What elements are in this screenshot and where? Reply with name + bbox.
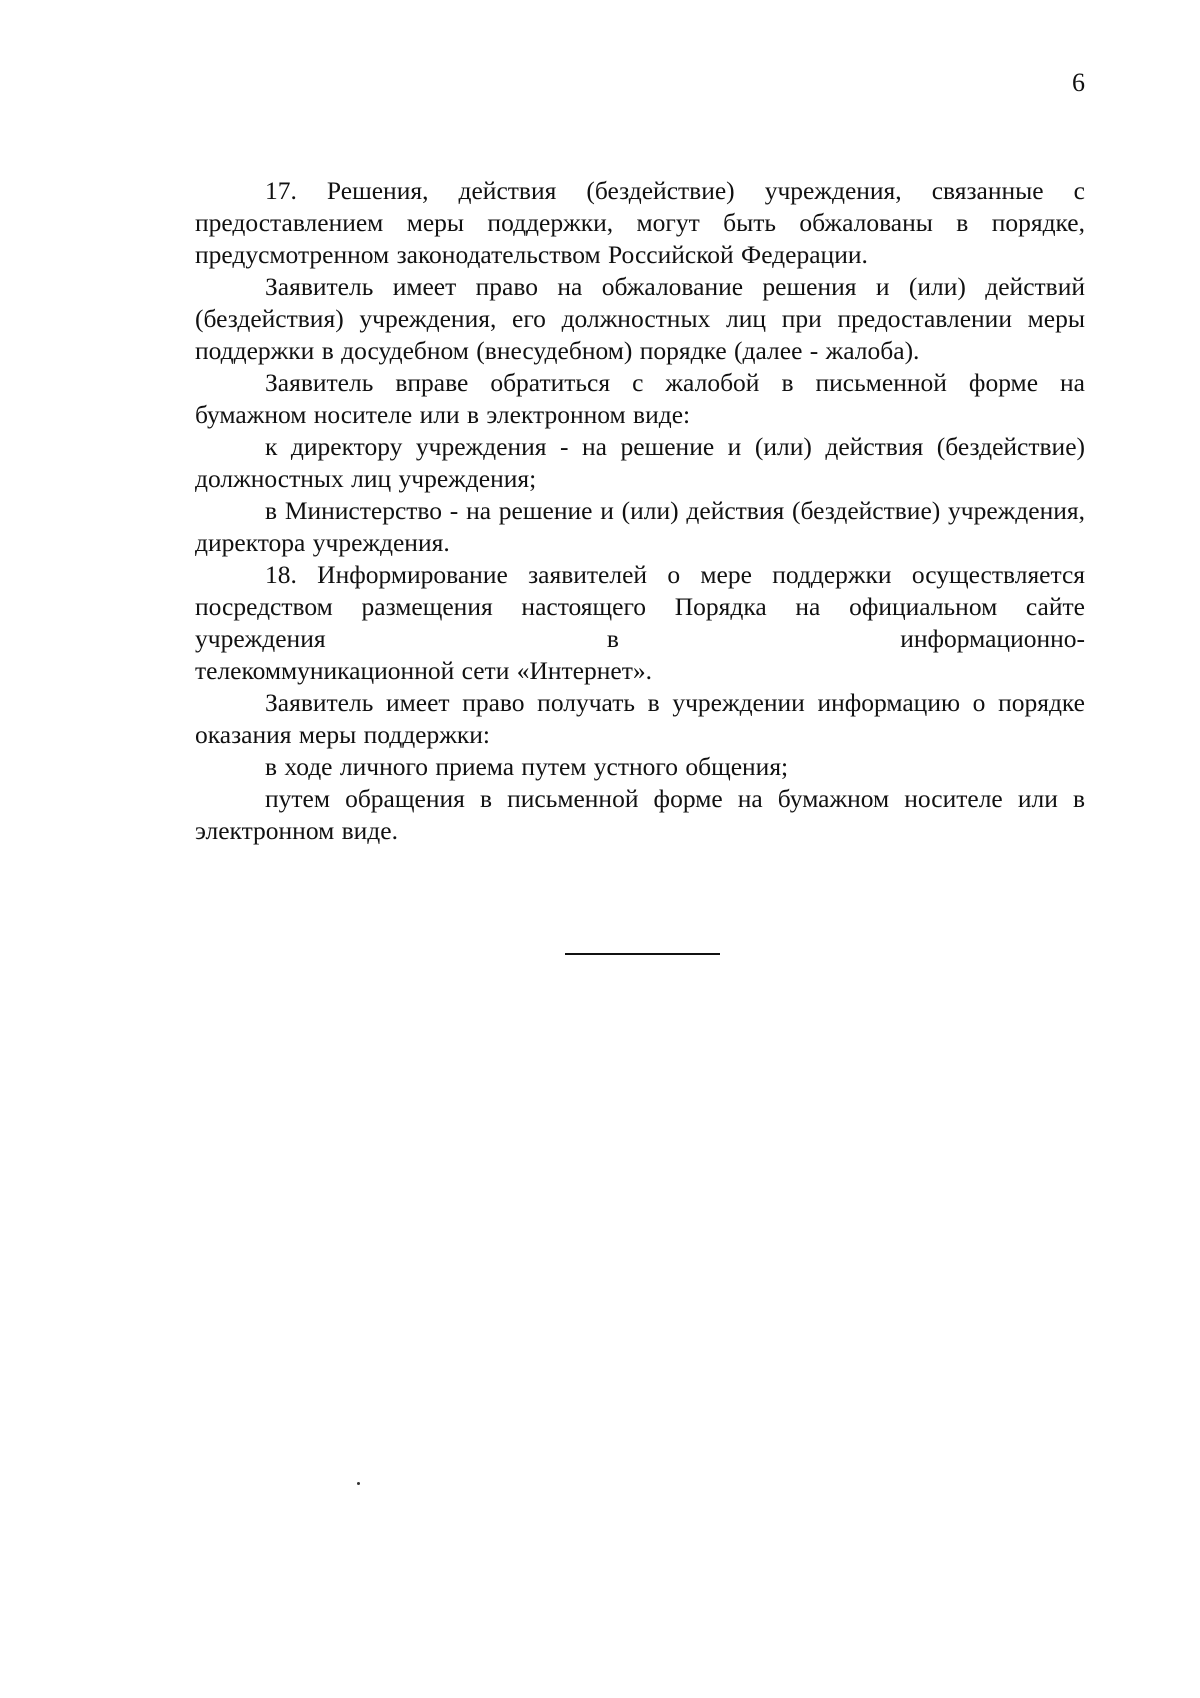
paragraph-to-ministry: в Министерство - на решение и (или) действия (бездействие) учреждения, директора учреждения. bbox=[195, 496, 1085, 557]
page-number: 6 bbox=[1072, 68, 1085, 97]
paragraph-personal-reception: в ходе личного приема путем устного общения; bbox=[265, 752, 789, 781]
scan-speck bbox=[357, 1482, 360, 1485]
document-body bbox=[195, 175, 1085, 847]
paragraph-complaint-right: Заявитель имеет право на обжалование решения и (или) действий (бездействия) учреждения, его должностных лиц при предоставлении меры поддержки в досудебном (внесудебном) порядке (далее - жалоба). bbox=[195, 272, 1085, 365]
paragraph-17-appeal: 17. Решения, действия (бездействие) учреждения, связанные с предоставлением меры поддержки, могут быть обжалованы в порядке, предусмотренном законодательством Российской Федерации. bbox=[195, 176, 1085, 269]
paragraph-to-director: к директору учреждения - на решение и (или) действия (бездействие) должностных лиц учреждения; bbox=[195, 432, 1085, 493]
paragraph-written-request: путем обращения в письменной форме на бумажном носителе или в электронном виде. bbox=[195, 784, 1085, 845]
paragraph-18-informing: 18. Информирование заявителей о мере поддержки осуществляется посредством размещения настоящего Порядка на официальном сайте учреждения в информационно- bbox=[195, 560, 1085, 653]
paragraph-18-continuation: телекоммуникационной сети «Интернет». bbox=[195, 656, 652, 685]
paragraph-information-right: Заявитель имеет право получать в учреждении информацию о порядке оказания меры поддержки: bbox=[195, 688, 1085, 749]
end-divider bbox=[565, 953, 720, 955]
paragraph-complaint-form: Заявитель вправе обратиться с жалобой в письменной форме на бумажном носителе или в электронном виде: bbox=[195, 368, 1085, 429]
